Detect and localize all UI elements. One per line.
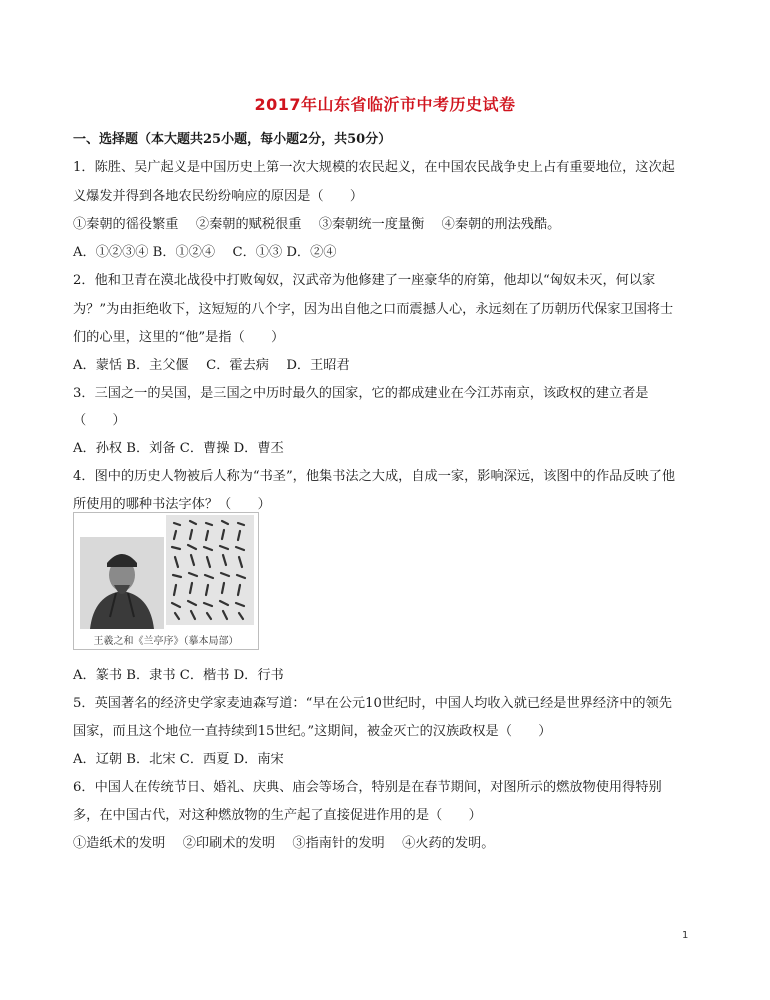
q2-line-3: 们的心里，这里的“他”是指（ ） [73, 330, 285, 345]
question-figure [73, 512, 259, 650]
q4-line-1: 4．图中的历史人物被后人称为“书圣”，他集书法之大成，自成一家，影响深远，该图中的作品反映了他 [73, 469, 676, 484]
q1-items: ①秦朝的徭役繁重 ②秦朝的赋税很重 ③秦朝统一度量衡 ④秦朝的刑法残酷。 [73, 217, 561, 232]
page-title: 2017年山东省临沂市中考历史试卷 [254, 95, 516, 114]
q5-options: A．辽朝 B．北宋 C．西夏 D．南宋 [73, 752, 284, 767]
q5-line-2: 国家，而且这个地位一直持续到15世纪。”这期间，被金灭亡的汉族政权是（ ） [73, 724, 552, 739]
q1-line-1: 1．陈胜、吴广起义是中国历史上第一次大规模的农民起义，在中国农民战争史上占有重要地位，这次起 [73, 160, 675, 175]
page-number: 1 [682, 930, 689, 941]
q2-options: A．蒙恬 B．主父偃 C．霍去病 D．王昭君 [73, 358, 350, 373]
q3-line-2: （ ） [73, 413, 126, 428]
q1-line-2: 义爆发并得到各地农民纷纷响应的原因是（ ） [73, 189, 364, 204]
q3-line-1: 3．三国之一的吴国，是三国之中历时最久的国家，它的都成建业在今江苏南京，该政权的建立者是 [73, 386, 649, 401]
q4-line-2: 所使用的哪种书法字体？（ ） [73, 497, 271, 512]
figure-caption: 王羲之和《兰亭序》（摹本局部） [93, 636, 239, 647]
portrait-icon [80, 537, 164, 629]
q1-options: A．①②③④ B．①②④ C．①③ D．②④ [73, 245, 337, 260]
q6-line-1: 6．中国人在传统节日、婚礼、庆典、庙会等场合，特别是在春节期间，对图所示的燃放物使用得特别 [73, 780, 662, 795]
q2-line-1: 2．他和卫青在漠北战役中打败匈奴，汉武帝为他修建了一座豪华的府第，他却以“匈奴未灭，何以家 [73, 273, 656, 288]
q6-line-2: 多，在中国古代，对这种燃放物的生产起了直接促进作用的是（ ） [73, 808, 482, 823]
q6-items: ①造纸术的发明 ②印刷术的发明 ③指南针的发明 ④火药的发明。 [73, 836, 495, 851]
q2-line-2: 为？”为由拒绝收下，这短短的八个字，因为出自他之口而震撼人心，永远刻在了历朝历代保家卫国将士 [73, 302, 674, 317]
q4-options: A．篆书 B．隶书 C．楷书 D．行书 [73, 668, 284, 683]
section-heading: 一、选择题（本大题共25小题，每小题2分，共50分） [73, 132, 392, 147]
q3-options: A．孙权 B．刘备 C．曹操 D．曹丕 [73, 441, 284, 456]
calligraphy-icon [166, 515, 254, 625]
q5-line-1: 5．英国著名的经济史学家麦迪森写道：“早在公元10世纪时，中国人均收入就已经是世界经济中的领先 [73, 696, 672, 711]
